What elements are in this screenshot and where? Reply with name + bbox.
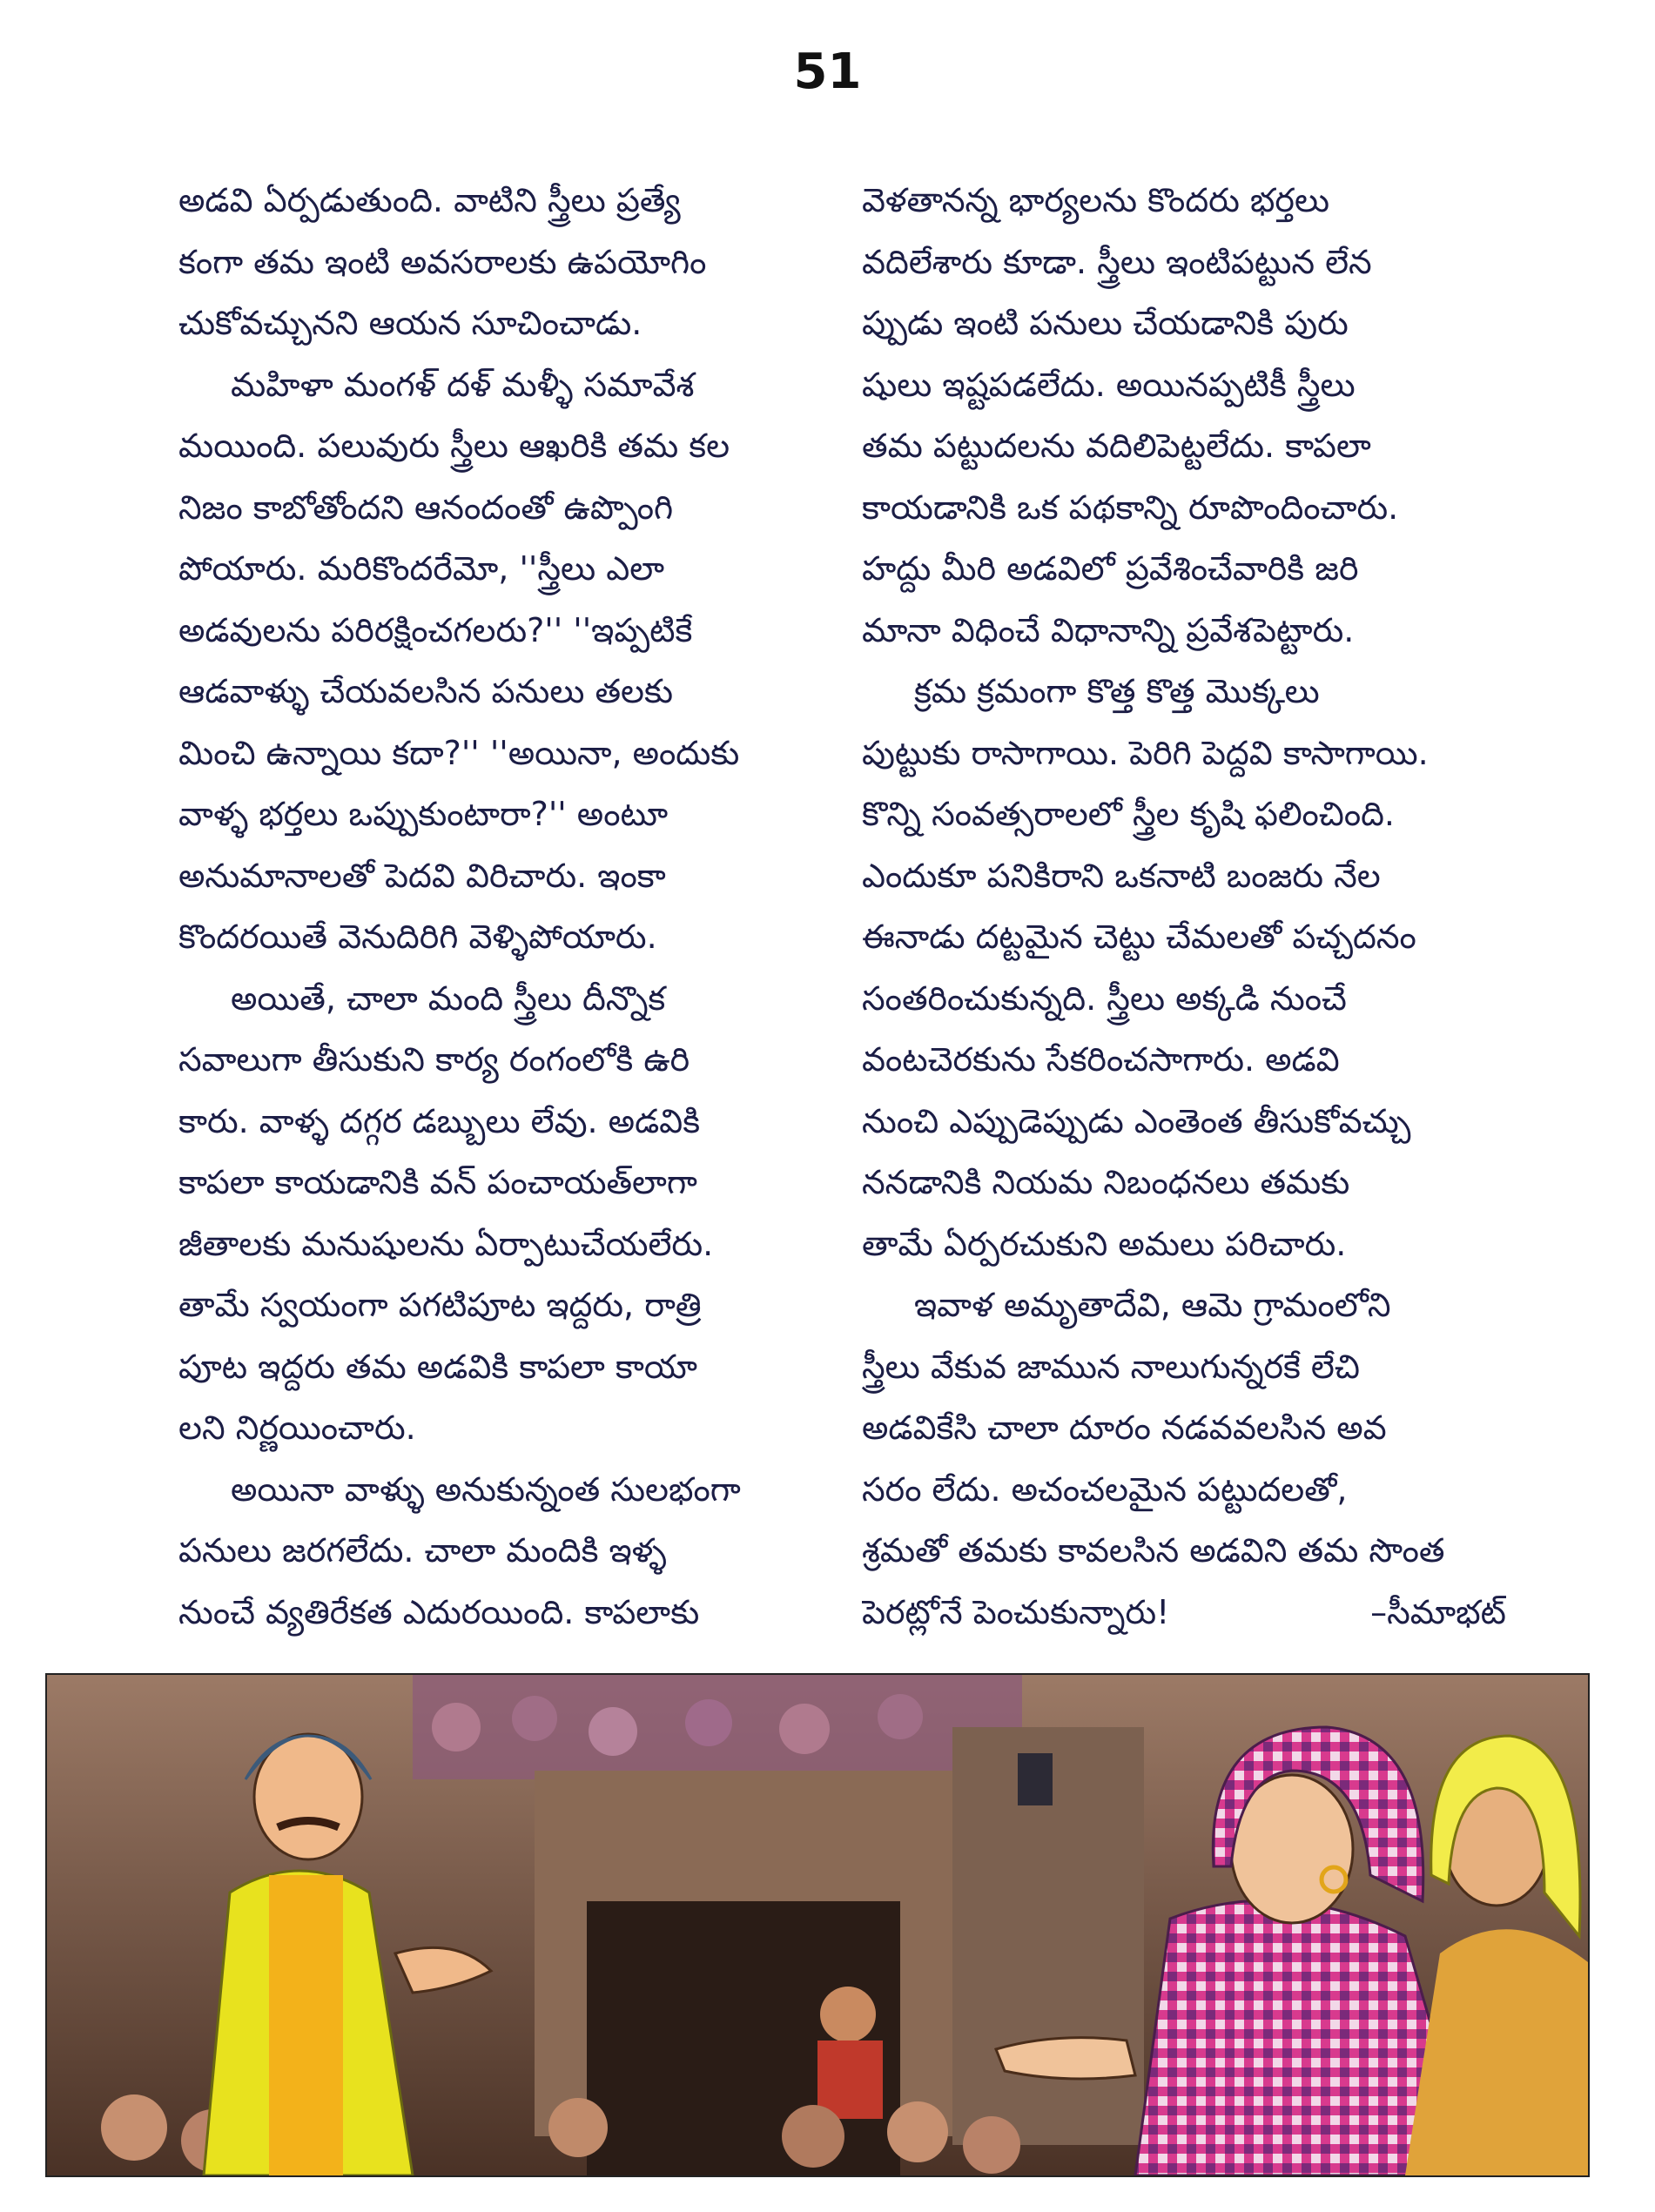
text-line: అయినా వాళ్ళు అనుకున్నంత సులభంగా — [231, 1469, 741, 1509]
crowd-head — [779, 1704, 830, 1754]
text-line: మించి ఉన్నాయి కదా?'' ''అయినా, అందుకు — [178, 733, 740, 772]
text-line: శ్రమతో తమకు కావలసిన అడవిని తమ సొంత — [862, 1531, 1445, 1570]
text-line: వంటచెరకును సేకరించసాగారు. అడవి — [862, 1040, 1340, 1079]
man-orange-robe — [269, 1875, 343, 2175]
crowd-head — [548, 2098, 608, 2157]
text-line: అడవులను పరిరక్షించగలరు?'' ''ఇప్పటికే — [178, 610, 693, 649]
closing-text: పెరట్లోనే పెంచుకున్నారు! — [862, 1592, 1170, 1631]
pillar-window — [1018, 1753, 1053, 1805]
text-line: షులు ఇష్టపడలేదు. అయినప్పటికీ స్త్రీలు — [862, 365, 1356, 404]
text-line: పోయారు. మరికొందరేమో, ''స్త్రీలు ఎలా — [178, 549, 664, 588]
crowd-head — [512, 1696, 557, 1741]
text-line: కాయడానికి ఒక పథకాన్ని రూపొందించారు. — [862, 487, 1399, 527]
text-line: ఎందుకూ పనికిరాని ఒకనాటి బంజరు నేల — [862, 856, 1381, 895]
author-signature: –సీమాభట్ — [1370, 1592, 1506, 1631]
text-line: మహిళా మంగళ్ దళ్ మళ్ళీ సమావేశ — [231, 365, 695, 404]
crowd-head — [589, 1707, 637, 1756]
page-number: 51 — [793, 44, 862, 100]
text-line: వాళ్ళ భర్తలు ఒప్పుకుంటారా?'' అంటూ — [178, 795, 669, 833]
right-text-column — [862, 170, 1506, 1643]
text-line: ఆడవాళ్ళు చేయవలసిన పనులు తలకు — [178, 672, 673, 710]
crowd-head — [963, 2116, 1020, 2174]
text-line: మయింది. పలువురు స్త్రీలు ఆఖరికి తమ కల — [178, 427, 730, 465]
text-line: హద్దు మీరి అడవిలో ప్రవేశించేవారికి జరి — [862, 549, 1359, 588]
text-line: కొన్ని సంవత్సరాలలో స్త్రీల కృషి ఫలించింది. — [862, 795, 1396, 833]
text-line: వదిలేశారు కూడా. స్త్రీలు ఇంటిపట్టున లేన — [862, 242, 1372, 281]
crowd-head — [782, 2105, 844, 2168]
text-line: క్రమ క్రమంగా కొత్త కొత్త మొక్కలు — [914, 672, 1320, 710]
text-line: ఇవాళ అమృతాదేవి, ఆమె గ్రామంలోని — [914, 1286, 1391, 1324]
text-line: వెళతానన్న భార్యలను కొందరు భర్తలు — [862, 181, 1330, 219]
left-text-column — [178, 170, 823, 1643]
text-line: అయితే, చాలా మంది స్త్రీలు దీన్నొక — [231, 978, 666, 1018]
text-line: నుంచే వ్యతిరేకత ఎదురయింది. కాపలాకు — [178, 1592, 700, 1631]
text-line: సంతరించుకున్నది. స్త్రీలు అక్కడి నుంచే — [862, 978, 1347, 1018]
text-line: కొందరయితే వెనుదిరిగి వెళ్ళిపోయారు. — [178, 918, 657, 956]
text-line: తామే స్వయంగా పగటిపూట ఇద్దరు, రాత్రి — [178, 1286, 702, 1324]
text-line: సవాలుగా తీసుకుని కార్య రంగంలోకి ఉరి — [178, 1040, 690, 1079]
text-line: అడవి ఏర్పడుతుంది. వాటిని స్త్రీలు ప్రత్యే — [178, 181, 681, 219]
text-line: అనుమానాలతో పెదవి విరిచారు. ఇంకా — [178, 856, 666, 895]
closing-line — [862, 1582, 1506, 1644]
crowd-head — [685, 1699, 732, 1746]
text-line: తామే ఏర్పరచుకుని అమలు పరిచారు. — [862, 1224, 1347, 1263]
crowd-head — [887, 2101, 948, 2162]
text-line: జీతాలకు మనుషులను ఏర్పాటుచేయలేరు. — [178, 1224, 714, 1263]
text-line: పూట ఇద్దరు తమ అడవికి కాపలా కాయా — [178, 1347, 697, 1386]
text-line: కాపలా కాయడానికి వన్ పంచాయత్‌లాగా — [178, 1163, 697, 1201]
text-line: కారు. వాళ్ళ దగ్గర డబ్బులు లేవు. అడవికి — [178, 1101, 701, 1140]
text-line: సరం లేదు. అచంచలమైన పట్టుదలతో, — [862, 1469, 1348, 1509]
text-line: తమ పట్టుదలను వదిలిపెట్టలేదు. కాపలా — [862, 427, 1371, 465]
text-line: నిజం కాబోతోందని ఆనందంతో ఉప్పొంగి — [178, 487, 674, 527]
text-line: చుకోవచ్చునని ఆయన సూచించాడు. — [178, 304, 642, 342]
crowd-head — [101, 2094, 167, 2161]
crowd-head — [432, 1703, 481, 1751]
text-line: లని నిర్ణయించారు. — [178, 1409, 416, 1447]
text-line: మానా విధించే విధానాన్ని ప్రవేశపెట్టారు. — [862, 610, 1355, 649]
crowd-head — [878, 1694, 923, 1739]
text-line: ప్పుడు ఇంటి పనులు చేయడానికి పురు — [862, 304, 1349, 342]
text-line: కంగా తమ ఇంటి అవసరాలకు ఉపయోగిం — [178, 242, 707, 281]
text-line: పనులు జరగలేదు. చాలా మందికి ఇళ్ళ — [178, 1531, 667, 1570]
woman-hand — [996, 2038, 1135, 2079]
text-line: అడవికేసి చాలా దూరం నడవవలసిన అవ — [862, 1409, 1387, 1447]
text-line: ఈనాడు దట్టమైన చెట్టు చేమలతో పచ్చదనం — [862, 918, 1416, 956]
child-face — [820, 1987, 876, 2042]
text-line: పుట్టుకు రాసాగాయి. పెరిగి పెద్దవి కాసాగాయి. — [862, 733, 1429, 772]
child-shirt — [817, 2041, 883, 2119]
illustration-drawing — [47, 1675, 1588, 2175]
text-line: ననడానికి నియమ నిబంధనలు తమకు — [862, 1163, 1350, 1201]
story-illustration — [45, 1673, 1590, 2177]
text-line: స్త్రీలు వేకువ జామున నాలుగున్నరకే లేచి — [862, 1347, 1360, 1386]
text-line: నుంచి ఎప్పుడెప్పుడు ఎంతెంత తీసుకోవచ్చు — [862, 1101, 1411, 1140]
